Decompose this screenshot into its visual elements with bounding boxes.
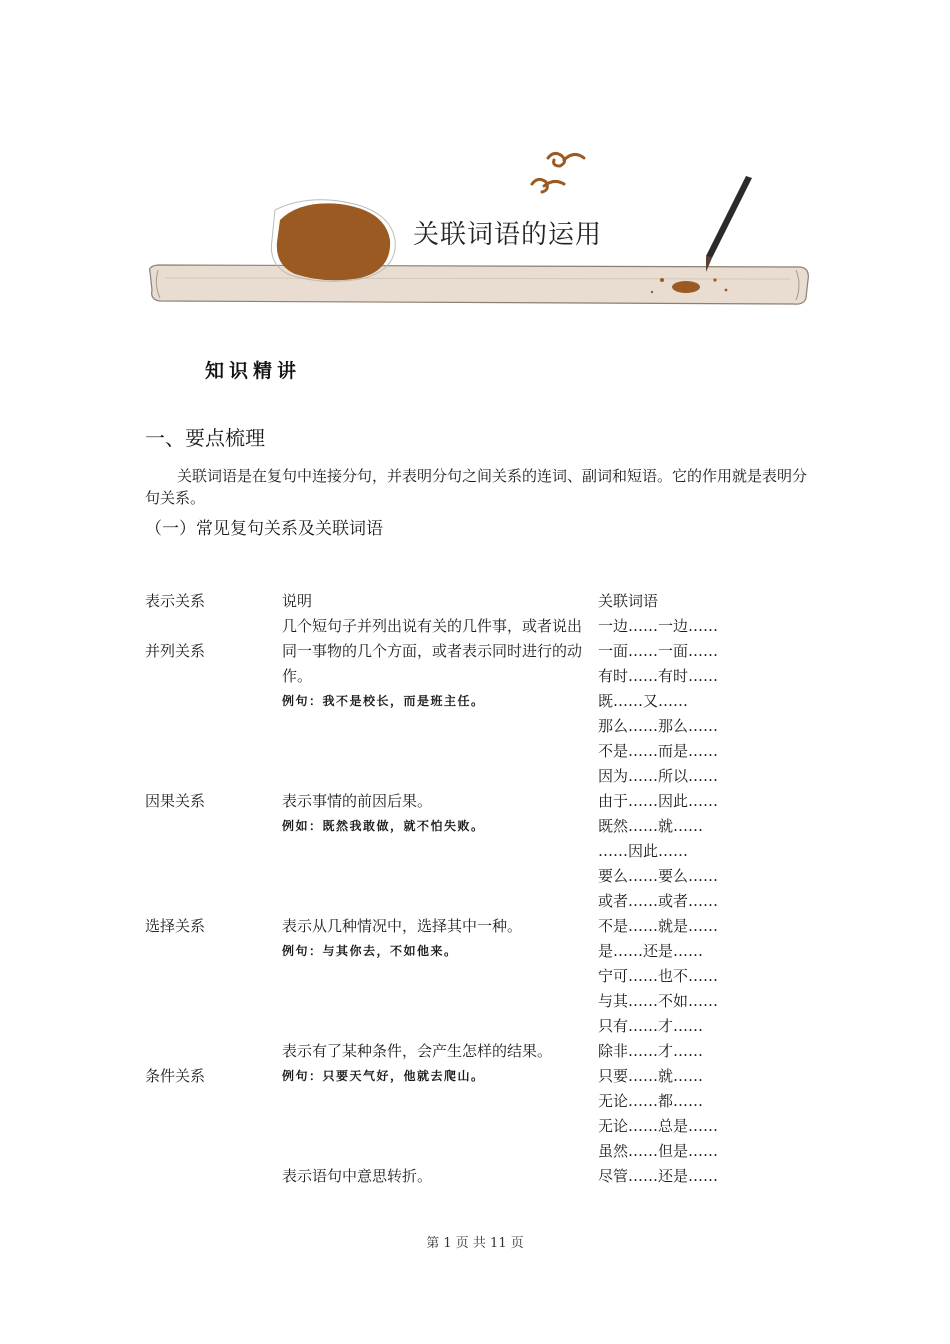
conjunction-item: 不是……就是…… [598,917,719,935]
relation-example: 例句：我不是校长，而是班主任。 [282,694,485,708]
relation-desc: 表示从几种情况中，选择其中一种。 [282,917,523,935]
relation-label: 并列关系 [145,642,206,660]
conjunction-item: 与其……不如…… [598,992,719,1010]
conjunction-item: 是……还是…… [598,942,704,960]
conjunction-item: 虽然……但是…… [598,1142,719,1160]
col-header-relation: 表示关系 [145,592,206,610]
col-header-words: 关联词语 [598,592,659,610]
relation-example: 例句：与其你去，不如他来。 [282,944,458,958]
relation-desc: 表示语句中意思转折。 [282,1167,433,1185]
conjunction-item: 除非……才…… [598,1042,704,1060]
conjunction-item: 无论……都…… [598,1092,704,1110]
conjunction-item: 一边……一边…… [598,617,719,635]
conjunction-item: 尽管……还是…… [598,1167,719,1185]
conjunction-item: ……因此…… [598,842,689,860]
relation-desc: 几个短句子并列出说有关的几件事，或者说出同一事物的几个方面，或者表示同时进行的动作。 [282,617,583,685]
document-title: 关联词语的运用 [413,220,603,250]
page-footer: 第 1 页 共 11 页 [426,1236,524,1251]
conjunction-item: 既然……就…… [598,817,704,835]
conjunction-item: 只有……才…… [598,1017,704,1035]
conjunction-item: 由于……因此…… [598,792,719,810]
relation-example: 例如：既然我敢做，就不怕失败。 [282,819,485,833]
conjunction-item: 因为……所以…… [598,767,719,785]
conjunction-item: 有时……有时…… [598,667,719,685]
relation-desc: 表示事情的前因后果。 [282,792,433,810]
conjunction-item: 要么……要么…… [598,867,719,885]
relation-desc: 表示有了某种条件，会产生怎样的结果。 [282,1042,553,1060]
relation-example: 例句：只要天气好，他就去爬山。 [282,1069,485,1083]
sub-heading: （一）常见复句关系及关联词语 [145,519,383,539]
conjunction-item: 只要……就…… [598,1067,704,1085]
relation-label: 选择关系 [145,917,206,935]
conjunction-item: 一面……一面…… [598,642,719,660]
section-heading: 知识精讲 [205,360,302,382]
header-banner [140,140,820,315]
conjunction-item: 宁可……也不…… [598,967,719,985]
conjunction-item: 或者……或者…… [598,892,719,910]
conjunction-item: 无论……总是…… [598,1117,719,1135]
relation-label: 条件关系 [145,1067,206,1085]
conjunction-item: 既……又…… [598,692,689,710]
part-heading: 一、要点梳理 [145,426,265,450]
col-header-desc: 说明 [282,592,313,610]
intro-paragraph: 关联词语是在复句中连接分句，并表明分句之间关系的连词、副词和短语。它的作用就是表明分句关系。 [145,467,808,507]
conjunction-item: 不是……而是…… [598,742,719,760]
conjunction-item: 那么……那么…… [598,717,719,735]
relation-label: 因果关系 [145,792,206,810]
